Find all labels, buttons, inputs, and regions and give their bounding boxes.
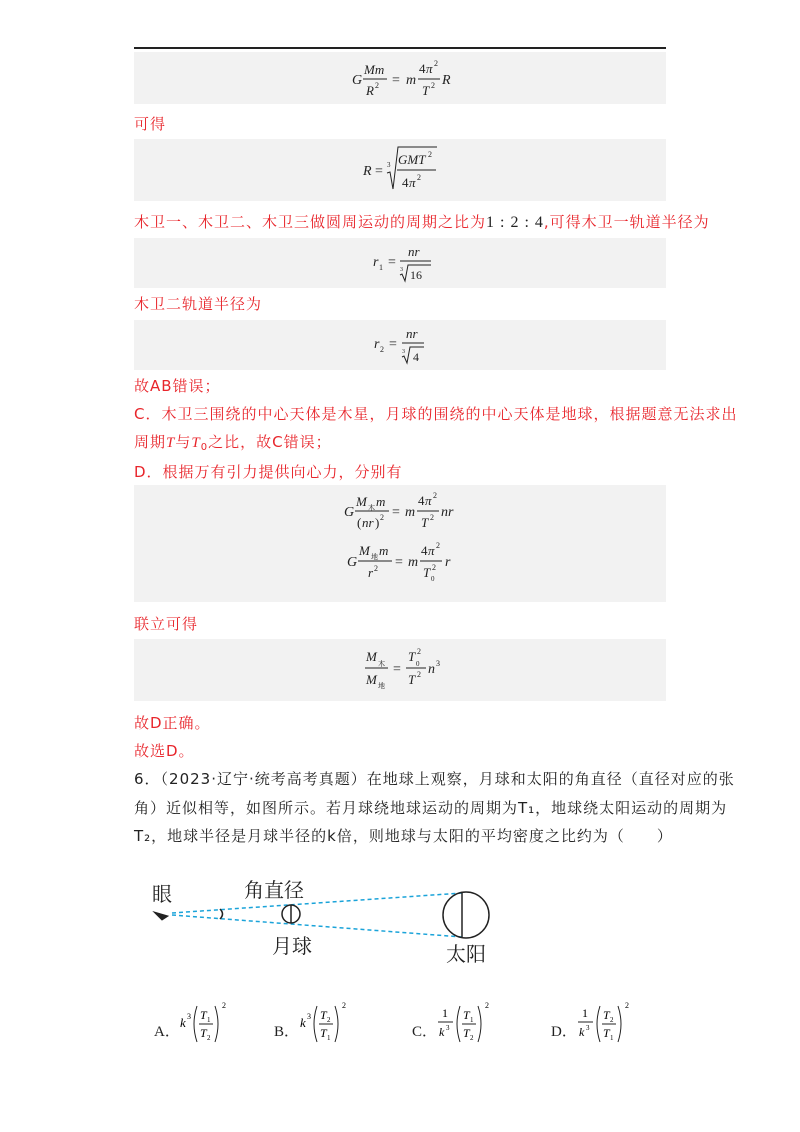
text-d-correct: 故D正确。 [134, 714, 211, 732]
svg-text:π: π [428, 543, 435, 558]
svg-text:=: = [395, 555, 403, 570]
svg-text:r: r [374, 337, 380, 352]
svg-text:M: M [366, 672, 377, 687]
c-line2-pre: 周期 [134, 433, 167, 451]
c-symbol-T0-sub: 0 [200, 442, 209, 453]
svg-text:3: 3 [446, 1024, 450, 1032]
text-option-c-line2 [134, 432, 674, 458]
svg-text:Mm: Mm [364, 62, 385, 77]
svg-text:2: 2 [380, 513, 384, 522]
option-c-formula[interactable] [436, 1000, 516, 1050]
svg-text:2: 2 [625, 1001, 629, 1010]
svg-text:3: 3 [387, 161, 391, 169]
svg-text:地: 地 [378, 682, 385, 690]
option-d-label[interactable]: D． [551, 1024, 577, 1040]
sun-label: 太阳 [446, 942, 486, 966]
text-kede-1: 可得 [134, 115, 167, 133]
svg-text:T: T [320, 1026, 327, 1040]
svg-text:T: T [423, 565, 431, 580]
option-a-label[interactable]: A． [154, 1024, 180, 1040]
text-lianli: 联立可得 [134, 615, 199, 633]
svg-text:k: k [439, 1025, 445, 1039]
svg-text:r: r [445, 555, 451, 570]
svg-text:T: T [463, 1008, 470, 1022]
svg-text:木: 木 [378, 660, 385, 668]
svg-text:): ) [375, 515, 380, 530]
svg-text:k: k [300, 1015, 306, 1030]
svg-text:m: m [406, 73, 417, 88]
svg-text:k: k [180, 1015, 186, 1030]
svg-text:2: 2 [430, 513, 434, 522]
svg-text:T: T [200, 1026, 207, 1040]
svg-text:2: 2 [610, 1016, 614, 1024]
equation-mass-ratio [134, 639, 666, 701]
angle-arc [220, 909, 223, 919]
svg-text:4: 4 [419, 61, 426, 76]
option-b-label[interactable]: B． [274, 1024, 300, 1040]
text-option-c-line1: C．木卫三围绕的中心天体是木星，月球的围绕的中心天体是地球，根据题意无法求出 [134, 405, 738, 423]
svg-text:nr: nr [362, 515, 374, 530]
svg-text:1: 1 [327, 1034, 331, 1042]
svg-text:4: 4 [402, 175, 409, 190]
svg-text:m: m [408, 555, 419, 570]
svg-text:2: 2 [417, 647, 421, 656]
period-ratio: 1 : 2 : 4 [486, 214, 544, 231]
svg-text:1: 1 [470, 1016, 474, 1024]
svg-text:M: M [356, 494, 367, 509]
svg-text:nr: nr [408, 244, 420, 259]
period-prefix: 木卫一、木卫二、木卫三做圆周运动的周期之比为 [134, 213, 487, 231]
svg-text:2: 2 [434, 59, 438, 68]
svg-text:2: 2 [417, 173, 421, 182]
svg-text:2: 2 [222, 1001, 226, 1010]
svg-text:k: k [579, 1025, 585, 1039]
svg-text:T: T [603, 1008, 610, 1022]
svg-text:R: R [442, 73, 451, 88]
svg-text:=: = [389, 337, 397, 352]
svg-text:R: R [363, 164, 372, 179]
angle-label: 角直径 [244, 878, 304, 902]
svg-text:2: 2 [380, 345, 384, 354]
svg-text:T: T [421, 515, 429, 530]
svg-text:2: 2 [485, 1001, 489, 1010]
svg-text:2: 2 [207, 1034, 211, 1042]
svg-text:nr: nr [406, 326, 418, 341]
svg-text:m: m [376, 494, 386, 509]
svg-text:2: 2 [417, 670, 421, 679]
equation-r1 [134, 238, 666, 288]
svg-text:2: 2 [428, 150, 432, 159]
sightline-bottom [172, 915, 462, 937]
question-line-2: 角）近似相等，如图所示。若月球绕地球运动的周期为T₁，地球绕太阳运动的周期为 [134, 799, 728, 817]
svg-text:=: = [375, 164, 383, 179]
svg-text:R: R [366, 83, 374, 98]
eye-label: 眼 [152, 882, 172, 906]
svg-text:G: G [347, 555, 358, 570]
svg-text:nr: nr [441, 505, 454, 520]
c-symbol-T0: T [191, 435, 201, 451]
svg-text:m: m [405, 505, 416, 520]
question-line-3: T₂，地球半径是月球半径的k倍，则地球与太阳的平均密度之比约为（ ） [134, 827, 673, 845]
svg-text:4: 4 [413, 350, 419, 364]
c-and: 与 [175, 433, 192, 451]
svg-text:T: T [408, 672, 416, 687]
svg-text:n: n [428, 662, 435, 677]
svg-text:G: G [352, 73, 363, 88]
svg-text:T: T [603, 1026, 610, 1040]
svg-text:T: T [320, 1008, 327, 1022]
svg-text:地: 地 [371, 553, 378, 561]
question-line-1: 6．（2023·辽宁·统考高考真题）在地球上观察，月球和太阳的角直径（直径对应的张 [134, 770, 735, 788]
equation-band-5 [134, 485, 666, 602]
svg-text:16: 16 [410, 268, 422, 282]
svg-text:3: 3 [307, 1012, 311, 1021]
svg-text:4: 4 [418, 493, 425, 508]
svg-text:1: 1 [379, 263, 383, 272]
equation-band-1 [134, 52, 666, 104]
equation-band-3 [134, 238, 666, 288]
svg-text:0: 0 [431, 575, 435, 583]
equation-gravity-circular [134, 52, 666, 104]
svg-text:3: 3 [436, 659, 440, 668]
svg-text:M: M [366, 649, 377, 664]
equation-r2 [134, 320, 666, 370]
text-option-d: D．根据万有引力提供向心力，分别有 [134, 463, 403, 481]
equation-band-4 [134, 320, 666, 370]
equation-band-6 [134, 639, 666, 701]
text-choose-d: 故选D。 [134, 742, 195, 760]
eye-icon [154, 912, 168, 920]
svg-text:1: 1 [207, 1016, 211, 1024]
svg-text:1: 1 [582, 1006, 588, 1020]
svg-text:3: 3 [402, 349, 405, 355]
svg-text:=: = [393, 662, 401, 677]
text-r2-intro: 木卫二轨道半径为 [134, 295, 263, 313]
svg-text:(: ( [357, 515, 362, 530]
svg-text:3: 3 [400, 267, 403, 273]
svg-text:2: 2 [432, 563, 436, 572]
svg-text:m: m [379, 543, 389, 558]
svg-text:2: 2 [327, 1016, 331, 1024]
svg-text:π: π [409, 175, 416, 190]
text-ab-wrong: 故AB错误； [134, 377, 221, 395]
svg-text:4: 4 [421, 543, 428, 558]
svg-text:2: 2 [375, 81, 379, 90]
svg-text:1: 1 [442, 1006, 448, 1020]
period-suffix: ,可得木卫一轨道半径为 [543, 213, 710, 231]
svg-text:=: = [388, 255, 396, 270]
svg-text:3: 3 [586, 1024, 590, 1032]
svg-text:=: = [392, 73, 400, 88]
svg-text:r: r [373, 255, 379, 270]
svg-text:2: 2 [436, 541, 440, 550]
svg-text:2: 2 [342, 1001, 346, 1010]
svg-text:r: r [368, 565, 374, 580]
svg-text:G: G [344, 505, 355, 520]
moon-label: 月球 [272, 934, 312, 958]
svg-text:木: 木 [368, 504, 375, 512]
svg-text:0: 0 [416, 660, 420, 668]
svg-text:GMT: GMT [398, 152, 426, 167]
equation-pair [134, 485, 666, 602]
top-rule [134, 47, 666, 49]
equation-band-2 [134, 139, 666, 201]
sightline-top [172, 893, 462, 913]
option-c-label[interactable]: C． [412, 1024, 438, 1040]
text-period-ratio [134, 212, 710, 233]
option-d-formula[interactable] [576, 1000, 656, 1050]
svg-text:1: 1 [610, 1034, 614, 1042]
option-b-formula[interactable] [298, 1000, 368, 1050]
svg-text:π: π [425, 493, 432, 508]
svg-text:M: M [359, 543, 370, 558]
svg-text:3: 3 [187, 1012, 191, 1021]
svg-text:T: T [422, 83, 430, 98]
svg-text:π: π [426, 61, 433, 76]
equation-radius-cbrt [134, 139, 666, 201]
sun-circle [443, 892, 489, 938]
option-a-formula[interactable] [178, 1000, 248, 1050]
svg-text:2: 2 [431, 81, 435, 90]
svg-text:T: T [200, 1008, 207, 1022]
svg-text:T: T [408, 649, 416, 664]
svg-text:T: T [463, 1026, 470, 1040]
c-symbol-T: T [166, 435, 176, 451]
svg-text:2: 2 [433, 491, 437, 500]
angular-diameter-figure [140, 868, 540, 968]
svg-text:=: = [392, 505, 400, 520]
c-line2-post: 之比，故C错误； [208, 433, 332, 451]
svg-text:2: 2 [470, 1034, 474, 1042]
svg-text:2: 2 [374, 564, 378, 573]
